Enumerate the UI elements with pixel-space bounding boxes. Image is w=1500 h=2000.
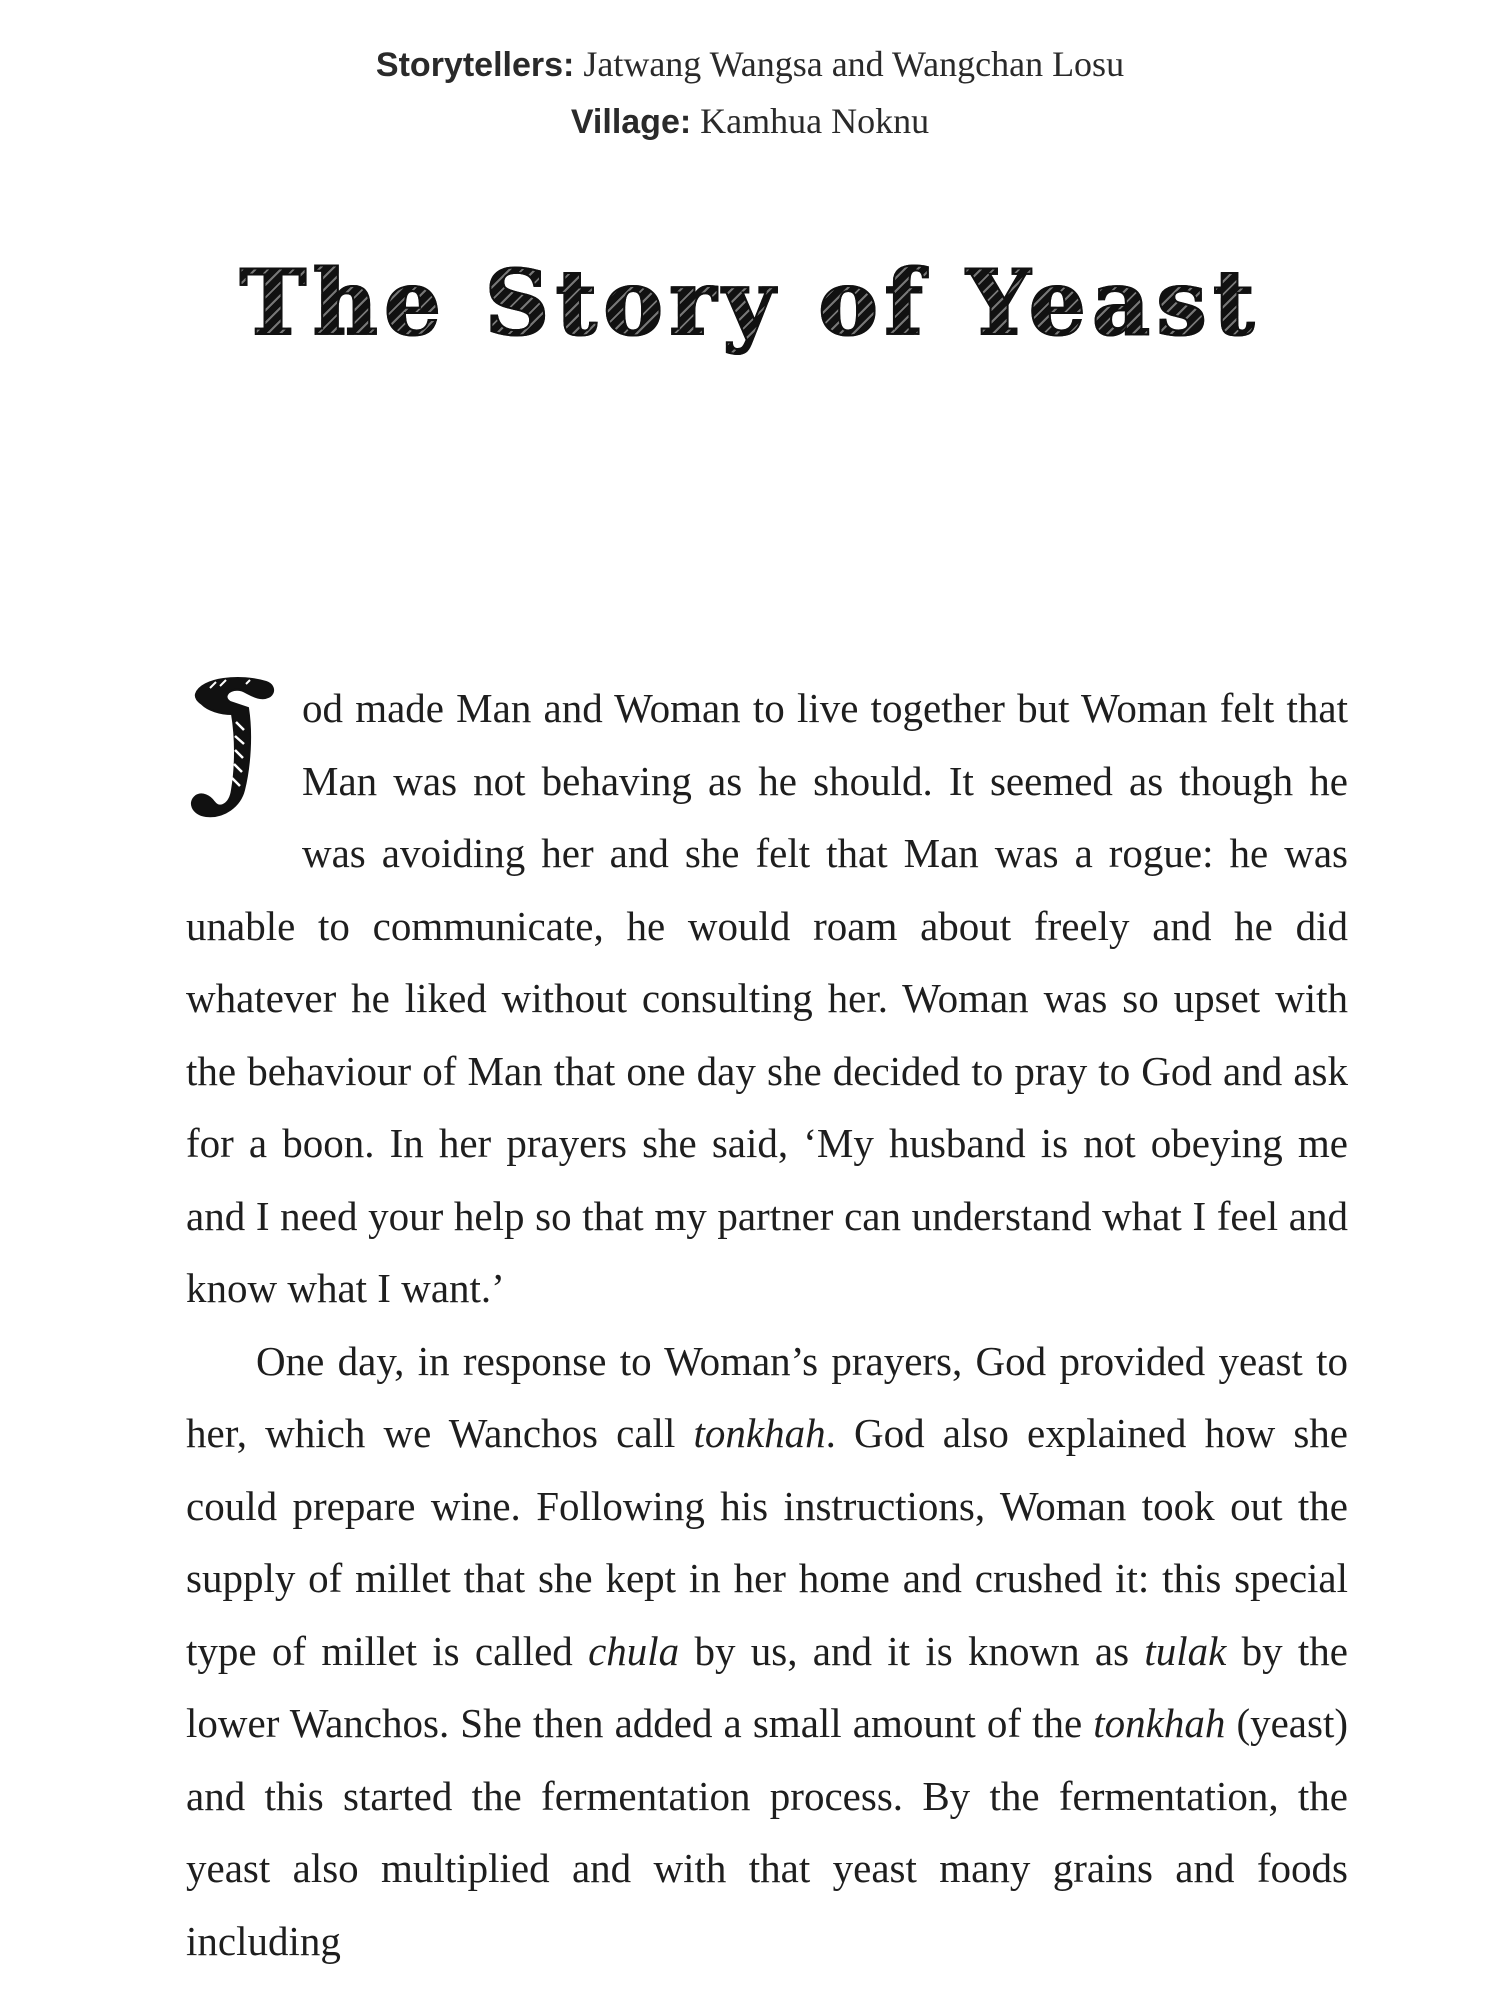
story-credits (0, 36, 1500, 150)
story-body (186, 672, 1348, 1977)
paragraph-2-segment: by us, and it is known as (679, 1627, 1145, 1674)
paragraph-1 (186, 672, 1348, 1325)
italic-term-tonkhah: tonkhah (1093, 1700, 1226, 1746)
village-line (0, 93, 1500, 150)
storytellers-label: Storytellers: (375, 46, 575, 84)
village-value: Kamhua Noknu (700, 101, 930, 141)
italic-term-tonkhah: tonkhah (693, 1410, 826, 1456)
paragraph-1-text: od made Man and Woman to live together but Woman felt that Man was not behaving as he should. It seemed as though he was avoiding her and she felt that Man was a rogue: he was unable to communicate, he would roam about freely and he did whatever he liked without consulting her. Woman was so upset with the behaviour of Man that one day she decided to pray to God and ask for a boon. In her prayers she said, ‘My husband is not obeying me and I need your help so that my partner can understand what I feel and know what I want.’ (186, 685, 1348, 1311)
italic-term-tulak: tulak (1144, 1627, 1227, 1674)
paragraph-2-segment: (yeast) and this started the fermentation process. By the fermentation, the yeast also multiplied and with that yeast many grains and foods including (186, 1700, 1348, 1964)
drop-cap-glyph-icon (186, 674, 286, 824)
page-title-text: The Story of Yeast (239, 250, 1261, 356)
paragraph-2-segment: by the lower Wanchos. She then added a small amount of the (186, 1627, 1349, 1746)
paragraph-2-segment: One day, in response to Woman’s prayers, God provided yeast to her, which we Wanchos call (186, 1337, 1348, 1456)
page-title (0, 248, 1500, 358)
italic-term-chula: chula (588, 1627, 680, 1674)
paragraph-2 (186, 1325, 1348, 1978)
storytellers-value: Jatwang Wangsa and Wangchan Losu (583, 44, 1125, 84)
village-label: Village: (570, 103, 692, 141)
drop-cap-letter (186, 674, 286, 824)
storytellers-line (0, 36, 1500, 93)
paragraph-2-segment: . God also explained how she could prepare wine. Following his instructions, Woman took out the supply of millet that she kept in her home and crushed it: this special type of millet is called (186, 1410, 1348, 1674)
